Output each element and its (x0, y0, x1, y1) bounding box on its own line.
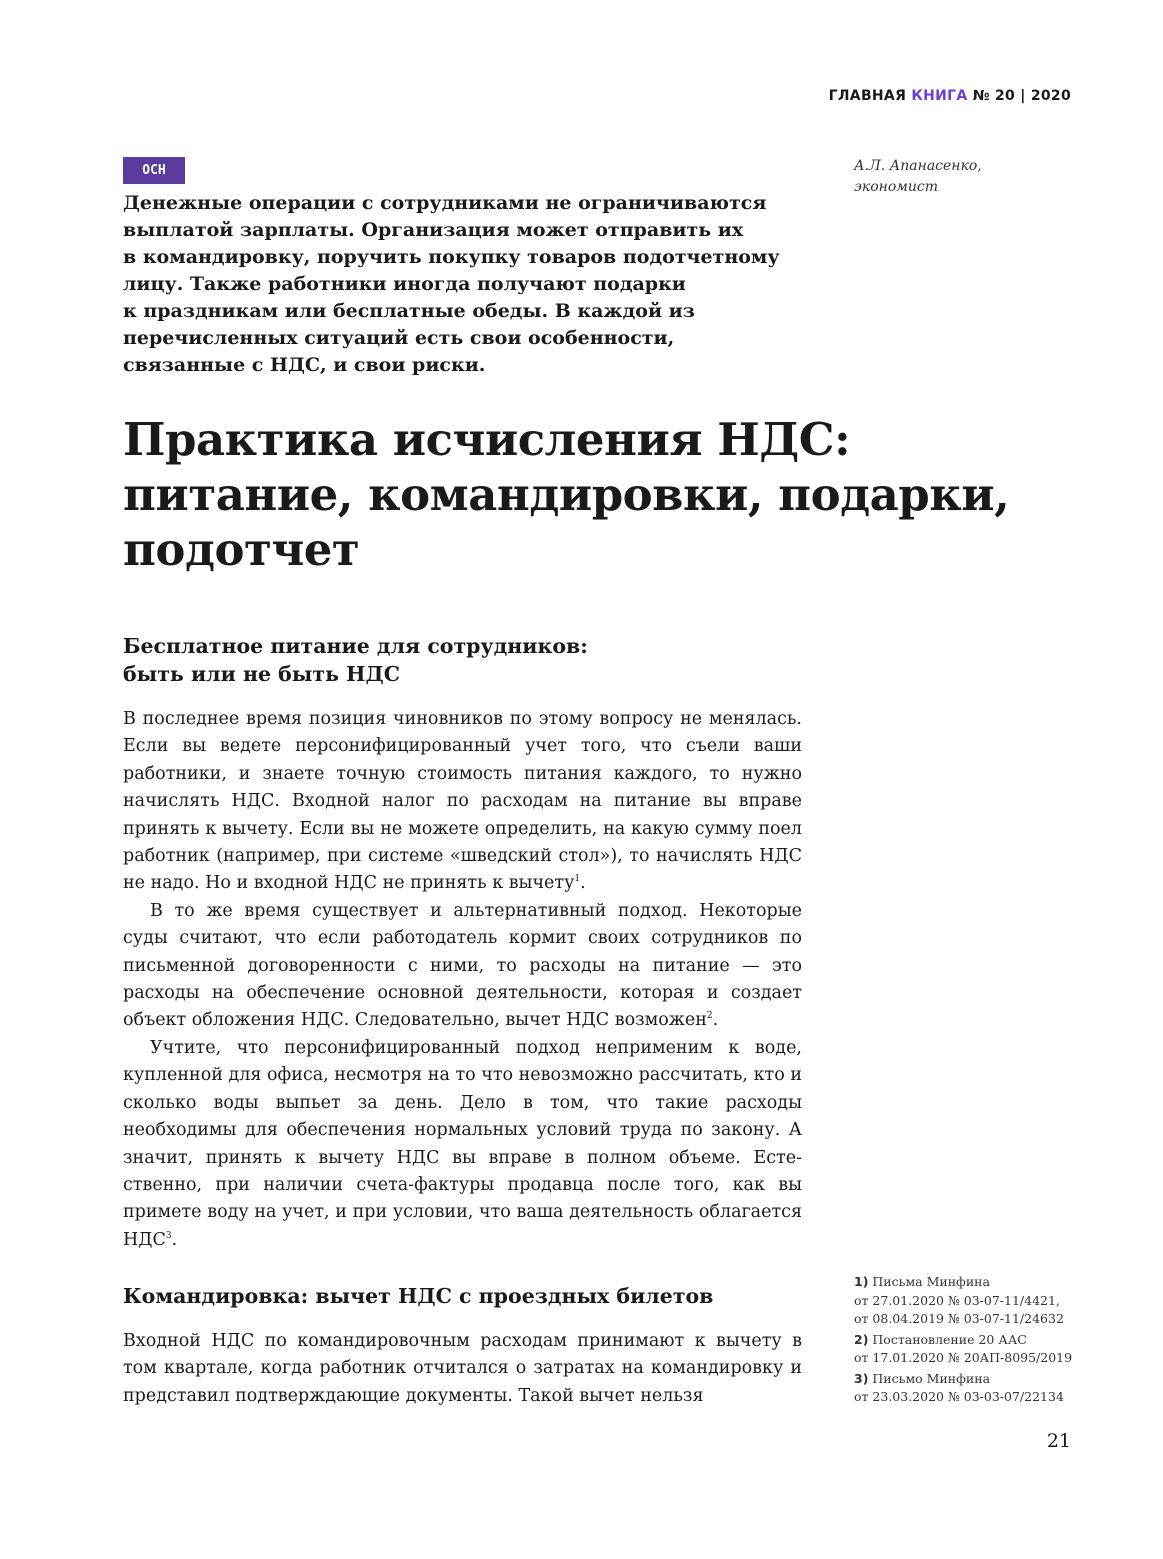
footnote-number: 3) (854, 1370, 869, 1386)
footnote-line: от 17.01.2020 № 20АП-8095/2019 (854, 1350, 1073, 1365)
issue-number: № 20 | 2020 (972, 88, 1071, 104)
footnote-title: Письма Минфина (872, 1274, 990, 1289)
author-info (854, 156, 982, 198)
brand-name: ГЛАВНАЯ (828, 88, 907, 104)
lead-line: к праздникам или бесплатные обеды. В каждой из (123, 300, 695, 322)
section-heading-food (123, 632, 813, 688)
lead-line: перечисленных ситуаций есть свои особенности, (123, 327, 675, 349)
paragraph (123, 706, 802, 898)
footnote-title: Постановление 20 ААС (872, 1331, 1027, 1347)
footnote (854, 1370, 1084, 1407)
footnote-number: 1) (854, 1274, 869, 1289)
section-body-travel (123, 1328, 802, 1410)
punctuation: . (171, 1229, 178, 1250)
footnote-title: Письмо Минфина (872, 1370, 991, 1386)
paragraph (123, 898, 802, 1035)
footnote-ref: 1 (574, 874, 581, 885)
paragraph: Входной НДС по командировочным расходам принимают к вычету в том квартале, когда работник отчитался о затратах на командировку и представил подтверждающие документы. Такой вычет нельзя (123, 1331, 802, 1406)
footnote-line: от 23.03.2020 № 03-03-07/22134 (854, 1389, 1064, 1404)
paragraph-text: В то же время существует и альтернативный подход. Некоторые суды считают, что если работодатель кормит своих сотрудников по письменной договоренности с ними, то расходы на питание — это расходы на обеспечение основной деятельности, которая и создает объект обложения НДС. Следовательно, вычет НДС возможен (123, 900, 802, 1031)
lead-paragraph (123, 190, 813, 379)
paragraph (123, 1035, 802, 1254)
section-heading-travel: Командировка: вычет НДС с проездных билетов (123, 1284, 714, 1308)
footnote-ref: 2 (706, 1011, 713, 1022)
footnote-ref: 3 (165, 1230, 172, 1241)
author-role: экономист (854, 179, 939, 195)
heading-line: быть или не быть НДС (123, 662, 401, 686)
punctuation: . (580, 873, 586, 894)
title-line: подотчет (123, 523, 360, 576)
author-name: А.Л. Апанасенко, (854, 158, 982, 174)
footnote-number: 2) (854, 1331, 869, 1347)
lead-line: связанные с НДС, и свои риски. (123, 354, 486, 376)
footnote (854, 1273, 1084, 1329)
section-body-food (123, 706, 802, 1254)
article-title (123, 412, 1083, 577)
footnote-line: от 08.04.2019 № 03-07-11/24632 (854, 1311, 1064, 1326)
footnote-line: от 27.01.2020 № 03-07-11/4421, (854, 1292, 1060, 1308)
lead-line: в командировку, поручить покупку товаров подотчетному (123, 246, 780, 268)
title-line: питание, командировки, подарки, (123, 468, 1010, 521)
page-number: 21 (1046, 1430, 1071, 1452)
tax-regime-badge: ОСН (123, 157, 185, 184)
brand-accent: КНИГА (911, 88, 968, 104)
heading-line: Бесплатное питание для сотрудников: (123, 634, 588, 658)
punctuation: . (712, 1010, 719, 1031)
lead-line: Денежные операции с сотрудниками не ограничиваются (123, 192, 767, 214)
paragraph-text: Учтите, что персонифицированный подход неприменим к воде, купленной для офиса, несмотря на то что невозможно рассчитать, кто и сколько воды выпьет за день. Дело в том, что такие расходы необходимы для обеспечения нормальных условий труда по закону. А значит, принять к вычету НДС вы вправе в полном объеме. Естественно, при наличии счета-фактуры продавца после того, как вы примете воду на учет, и при условии, что ваша деятельность облагается НДС (123, 1037, 802, 1250)
paragraph-text: В последнее время позиция чиновников по этому вопросу не менялась. Если вы ведете персонифицированный учет того, что съели ваши работники, и знаете точную стоимость питания каждого, то нужно начислять НДС. Входной налог по расходам на питание вы вправе принять к вычету. Если вы не можете определить, на какую сумму поел работник (например, при системе «шведский стол»), то начислять НДС не надо. Но и входной НДС не принять к вычету (123, 709, 802, 894)
footnote (854, 1331, 1084, 1368)
journal-header (829, 88, 1071, 104)
footnotes (854, 1273, 1084, 1409)
lead-line: лицу. Также работники иногда получают подарки (123, 273, 686, 295)
title-line: Практика исчисления НДС: (123, 413, 851, 466)
lead-line: выплатой зарплаты. Организация может отправить их (123, 219, 744, 241)
